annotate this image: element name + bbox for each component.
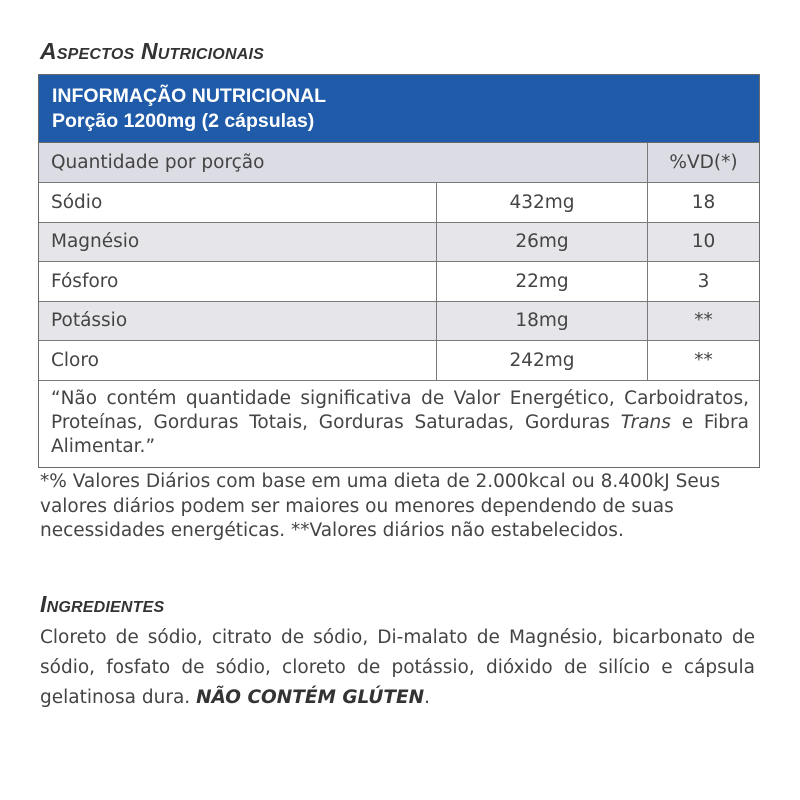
- nutrient-vd: 3: [697, 270, 710, 292]
- ingredients-end: .: [424, 687, 430, 708]
- nutrient-vd: 10: [691, 231, 716, 253]
- table-row: [39, 302, 759, 342]
- column-header-quantity: Quantidade por porção: [39, 143, 648, 182]
- panel-header-portion: Porção 1200mg (2 cápsulas): [52, 110, 315, 132]
- panel-header-title: INFORMAÇÃO NUTRICIONAL: [52, 85, 327, 107]
- panel-header: [39, 75, 759, 143]
- nutrient-name: Cloro: [39, 341, 437, 380]
- nutrient-vd: 18: [691, 191, 716, 213]
- ingredients-text: [40, 623, 755, 713]
- table-row: [39, 223, 759, 263]
- table-row: [39, 262, 759, 302]
- panel-disclaimer-note: [39, 381, 759, 467]
- nutrient-quantity: 22mg: [437, 262, 648, 301]
- nutrient-quantity: 242mg: [437, 341, 648, 380]
- note-text-end: e Fibra Alimentar.”: [51, 411, 749, 457]
- nutrient-name: Potássio: [39, 302, 437, 341]
- nutrient-vd: **: [694, 310, 713, 332]
- note-trans-italic: Trans: [620, 411, 671, 433]
- nutrient-name: Magnésio: [39, 223, 437, 262]
- note-text: “Não contém quantidade significativa de Valor Energético, Carboidratos, Proteínas, Gorduras Totais, Gorduras Saturadas, Gorduras: [51, 387, 749, 433]
- nutrient-quantity: 18mg: [437, 302, 648, 341]
- table-header-row: [39, 143, 759, 183]
- table-row: [39, 341, 759, 381]
- ingredients-list: Cloreto de sódio, citrato de sódio, Di-malato de Magnésio, bicarbonato de sódio, fosfato de sódio, cloreto de potássio, dióxido de silício e cápsula gelatinosa dura.: [40, 627, 755, 708]
- table-row: [39, 183, 759, 223]
- nutrition-section-title: Aspectos Nutricionais: [40, 38, 264, 64]
- gluten-free-notice: NÃO CONTÉM GLÚTEN: [196, 687, 425, 708]
- nutrient-vd: **: [694, 349, 713, 371]
- nutrition-facts-panel: [38, 74, 760, 468]
- daily-values-footnote: *% Valores Diários com base em uma dieta de 2.000kcal ou 8.400kJ Seus valores diários podem ser maiores ou menores dependendo de suas necessidades energéticas. **Valores diários não estabelecidos.: [40, 471, 721, 541]
- column-header-vd: %VD(*): [669, 152, 738, 173]
- ingredients-section-title: Ingredientes: [40, 591, 165, 617]
- nutrient-name: Fósforo: [39, 262, 437, 301]
- nutrient-name: Sódio: [39, 183, 437, 222]
- nutrient-quantity: 432mg: [437, 183, 648, 222]
- nutrient-quantity: 26mg: [437, 223, 648, 262]
